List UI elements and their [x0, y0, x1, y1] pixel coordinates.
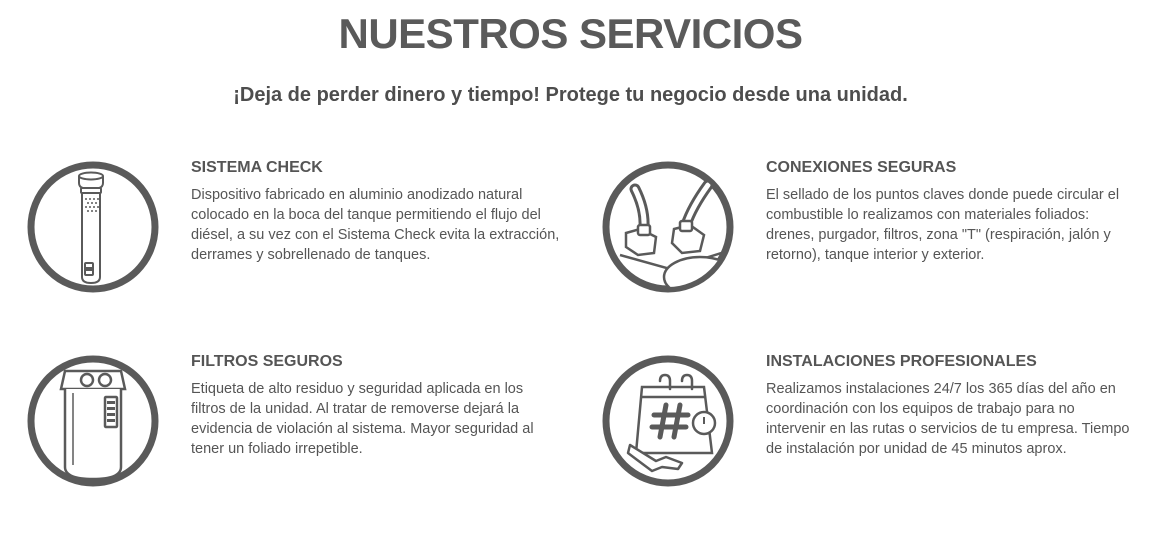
hose-connection-icon [600, 159, 736, 295]
service-sistema-check [25, 159, 585, 309]
service-text [191, 159, 561, 265]
service-description: El sellado de los puntos claves donde puede circular el combustible lo realizamos con materiales foliados: drenes, purgador, filtros, zona "T" (respiración, jalón y retorno), tanque interior y exterior. [766, 187, 1120, 263]
fuel-check-tube-icon [25, 159, 161, 295]
service-instalaciones-profesionales [600, 353, 1153, 503]
service-text [191, 353, 561, 459]
service-title: FILTROS SEGUROS [191, 353, 343, 370]
service-description: Etiqueta de alto residuo y seguridad aplicada en los filtros de la unidad. Al tratar de removerse dejará la evidencia de violación al sistema. Mayor seguridad al tener un foliado irrepetible. [191, 381, 534, 457]
service-title: SISTEMA CHECK [191, 159, 323, 176]
service-title: INSTALACIONES PROFESIONALES [766, 353, 1037, 370]
fuel-filter-icon [25, 353, 161, 489]
service-filtros-seguros [25, 353, 585, 503]
service-conexiones-seguras [600, 159, 1153, 309]
service-description: Dispositivo fabricado en aluminio anodizado natural colocado en la boca del tanque permitiendo el flujo del diésel, a su vez con el Sistema Check evita la extracción, derrames y sobrellenado de tanques. [191, 187, 560, 263]
service-text [766, 159, 1136, 265]
service-text [766, 353, 1136, 459]
page-subtitle: ¡Deja de perder dinero y tiempo! Protege tu negocio desde una unidad. [233, 84, 908, 106]
page-title: NUESTROS SERVICIOS [338, 10, 803, 57]
service-title: CONEXIONES SEGURAS [766, 159, 957, 176]
service-description: Realizamos instalaciones 24/7 los 365 días del año en coordinación con los equipos de trabajo para no intervenir en las rutas o servicios de tu empresa. Tiempo de instalación por unidad de 45 minutos aprox. [766, 381, 1130, 457]
calendar-pliers-icon [600, 353, 736, 489]
